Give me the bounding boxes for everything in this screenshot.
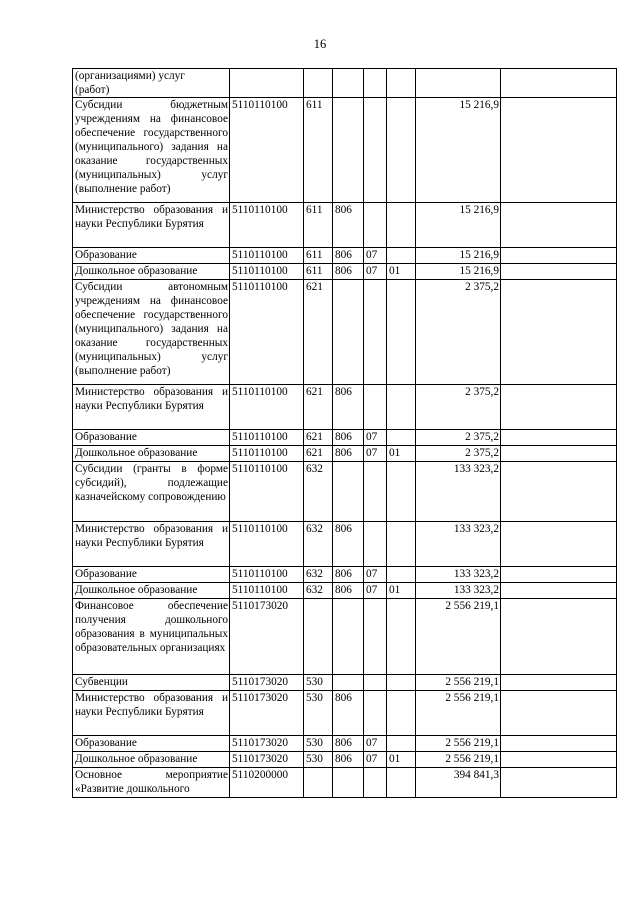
ministry-code-cell [333, 280, 364, 385]
subsection-cell [387, 248, 416, 264]
empty-cell [501, 599, 617, 675]
row-name-cell: Образование [73, 248, 230, 264]
expense-type-cell: 632 [304, 567, 333, 583]
section-cell [364, 599, 387, 675]
table-row [73, 736, 617, 752]
table-row [73, 203, 617, 248]
row-name-cell: Субсидии автономным учреждениям на финансовое обеспечение государственного (муниципального) задания на оказание государственных (муниципальных) услуг (выполнение работ) [73, 280, 230, 385]
empty-cell [501, 768, 617, 798]
amount-cell: 133 323,2 [416, 522, 501, 567]
section-cell: 07 [364, 446, 387, 462]
table-body [73, 69, 617, 798]
empty-cell [501, 752, 617, 768]
amount-cell: 2 375,2 [416, 430, 501, 446]
ministry-code-cell: 806 [333, 248, 364, 264]
table-row [73, 462, 617, 522]
ministry-code-cell: 806 [333, 583, 364, 599]
subsection-cell [387, 98, 416, 203]
row-name-cell: Министерство образования и науки Республики Бурятия [73, 691, 230, 736]
section-cell [364, 522, 387, 567]
target-article-cell: 5110110100 [230, 203, 304, 248]
empty-cell [501, 691, 617, 736]
section-cell [364, 280, 387, 385]
table-row [73, 430, 617, 446]
expense-type-cell: 621 [304, 446, 333, 462]
target-article-cell: 5110173020 [230, 691, 304, 736]
target-article-cell [230, 69, 304, 98]
section-cell [364, 675, 387, 691]
section-cell [364, 768, 387, 798]
expense-type-cell: 530 [304, 675, 333, 691]
empty-cell [501, 69, 617, 98]
ministry-code-cell: 806 [333, 430, 364, 446]
section-cell [364, 98, 387, 203]
amount-cell: 2 375,2 [416, 280, 501, 385]
expense-type-cell: 632 [304, 462, 333, 522]
expense-type-cell: 611 [304, 248, 333, 264]
subsection-cell [387, 203, 416, 248]
section-cell: 07 [364, 752, 387, 768]
amount-cell: 2 375,2 [416, 385, 501, 430]
empty-cell [501, 430, 617, 446]
target-article-cell: 5110110100 [230, 248, 304, 264]
target-article-cell: 5110173020 [230, 599, 304, 675]
table-row [73, 385, 617, 430]
row-name-cell: (организациями) услуг (работ) [73, 69, 230, 98]
amount-cell [416, 69, 501, 98]
row-name-cell: Основное мероприятие «Развитие дошкольного [73, 768, 230, 798]
ministry-code-cell: 806 [333, 736, 364, 752]
expense-type-cell: 611 [304, 203, 333, 248]
amount-cell: 2 375,2 [416, 446, 501, 462]
table-row [73, 675, 617, 691]
expense-type-cell: 621 [304, 385, 333, 430]
ministry-code-cell: 806 [333, 446, 364, 462]
expense-type-cell: 611 [304, 98, 333, 203]
table-row [73, 599, 617, 675]
row-name-cell: Образование [73, 736, 230, 752]
table-row [73, 583, 617, 599]
empty-cell [501, 446, 617, 462]
row-name-cell: Дошкольное образование [73, 264, 230, 280]
subsection-cell [387, 599, 416, 675]
empty-cell [501, 567, 617, 583]
section-cell: 07 [364, 248, 387, 264]
table-row [73, 446, 617, 462]
table-row [73, 567, 617, 583]
expense-type-cell [304, 599, 333, 675]
empty-cell [501, 98, 617, 203]
amount-cell: 2 556 219,1 [416, 736, 501, 752]
row-name-cell: Министерство образования и науки Республики Бурятия [73, 385, 230, 430]
expense-type-cell: 530 [304, 691, 333, 736]
target-article-cell: 5110110100 [230, 264, 304, 280]
subsection-cell: 01 [387, 446, 416, 462]
ministry-code-cell: 806 [333, 385, 364, 430]
target-article-cell: 5110110100 [230, 98, 304, 203]
empty-cell [501, 248, 617, 264]
budget-table [72, 68, 617, 798]
subsection-cell: 01 [387, 264, 416, 280]
amount-cell: 2 556 219,1 [416, 675, 501, 691]
table-row [73, 264, 617, 280]
ministry-code-cell [333, 98, 364, 203]
amount-cell: 2 556 219,1 [416, 752, 501, 768]
table-row [73, 522, 617, 567]
row-name-cell: Дошкольное образование [73, 752, 230, 768]
empty-cell [501, 675, 617, 691]
ministry-code-cell [333, 599, 364, 675]
amount-cell: 15 216,9 [416, 98, 501, 203]
page-number: 16 [313, 37, 327, 51]
expense-type-cell: 611 [304, 264, 333, 280]
table-row [73, 752, 617, 768]
row-name-cell: Дошкольное образование [73, 446, 230, 462]
expense-type-cell: 621 [304, 280, 333, 385]
row-name-cell: Дошкольное образование [73, 583, 230, 599]
subsection-cell [387, 69, 416, 98]
amount-cell: 2 556 219,1 [416, 691, 501, 736]
ministry-code-cell [333, 768, 364, 798]
section-cell [364, 385, 387, 430]
target-article-cell: 5110173020 [230, 752, 304, 768]
subsection-cell [387, 522, 416, 567]
ministry-code-cell: 806 [333, 752, 364, 768]
amount-cell: 15 216,9 [416, 203, 501, 248]
section-cell [364, 203, 387, 248]
row-name-cell: Субсидии (гранты в форме субсидий), подлежащие казначейскому сопровождению [73, 462, 230, 522]
section-cell: 07 [364, 567, 387, 583]
target-article-cell: 5110110100 [230, 280, 304, 385]
subsection-cell [387, 462, 416, 522]
target-article-cell: 5110200000 [230, 768, 304, 798]
ministry-code-cell: 806 [333, 522, 364, 567]
expense-type-cell: 530 [304, 752, 333, 768]
section-cell: 07 [364, 430, 387, 446]
subsection-cell [387, 691, 416, 736]
subsection-cell [387, 385, 416, 430]
amount-cell: 2 556 219,1 [416, 599, 501, 675]
row-name-cell: Финансовое обеспечение получения дошкольного образования в муниципальных образовательных организациях [73, 599, 230, 675]
empty-cell [501, 736, 617, 752]
expense-type-cell: 632 [304, 583, 333, 599]
subsection-cell [387, 736, 416, 752]
empty-cell [501, 385, 617, 430]
section-cell: 07 [364, 264, 387, 280]
target-article-cell: 5110173020 [230, 736, 304, 752]
row-name-cell: Образование [73, 567, 230, 583]
subsection-cell: 01 [387, 583, 416, 599]
section-cell [364, 69, 387, 98]
table-row [73, 280, 617, 385]
ministry-code-cell [333, 675, 364, 691]
subsection-cell [387, 675, 416, 691]
target-article-cell: 5110110100 [230, 567, 304, 583]
target-article-cell: 5110173020 [230, 675, 304, 691]
target-article-cell: 5110110100 [230, 385, 304, 430]
target-article-cell: 5110110100 [230, 446, 304, 462]
target-article-cell: 5110110100 [230, 430, 304, 446]
empty-cell [501, 203, 617, 248]
table-row [73, 768, 617, 798]
empty-cell [501, 264, 617, 280]
section-cell [364, 691, 387, 736]
table-row [73, 69, 617, 98]
expense-type-cell: 621 [304, 430, 333, 446]
amount-cell: 133 323,2 [416, 462, 501, 522]
ministry-code-cell [333, 69, 364, 98]
row-name-cell: Субвенции [73, 675, 230, 691]
amount-cell: 133 323,2 [416, 583, 501, 599]
row-name-cell: Министерство образования и науки Республики Бурятия [73, 203, 230, 248]
ministry-code-cell: 806 [333, 264, 364, 280]
target-article-cell: 5110110100 [230, 583, 304, 599]
expense-type-cell: 632 [304, 522, 333, 567]
subsection-cell: 01 [387, 752, 416, 768]
row-name-cell: Субсидии бюджетным учреждениям на финансовое обеспечение государственного (муниципального) задания на оказание государственных (муниципальных) услуг (выполнение работ) [73, 98, 230, 203]
subsection-cell [387, 430, 416, 446]
section-cell [364, 462, 387, 522]
empty-cell [501, 522, 617, 567]
amount-cell: 15 216,9 [416, 248, 501, 264]
table-row [73, 98, 617, 203]
empty-cell [501, 583, 617, 599]
row-name-cell: Образование [73, 430, 230, 446]
ministry-code-cell: 806 [333, 567, 364, 583]
subsection-cell [387, 280, 416, 385]
ministry-code-cell: 806 [333, 691, 364, 736]
amount-cell: 133 323,2 [416, 567, 501, 583]
empty-cell [501, 462, 617, 522]
row-name-cell: Министерство образования и науки Республики Бурятия [73, 522, 230, 567]
expense-type-cell: 530 [304, 736, 333, 752]
target-article-cell: 5110110100 [230, 462, 304, 522]
section-cell: 07 [364, 583, 387, 599]
target-article-cell: 5110110100 [230, 522, 304, 567]
table-row [73, 248, 617, 264]
ministry-code-cell: 806 [333, 203, 364, 248]
expense-type-cell [304, 69, 333, 98]
amount-cell: 15 216,9 [416, 264, 501, 280]
expense-type-cell [304, 768, 333, 798]
section-cell: 07 [364, 736, 387, 752]
ministry-code-cell [333, 462, 364, 522]
table-row [73, 691, 617, 736]
amount-cell: 394 841,3 [416, 768, 501, 798]
subsection-cell [387, 768, 416, 798]
empty-cell [501, 280, 617, 385]
subsection-cell [387, 567, 416, 583]
